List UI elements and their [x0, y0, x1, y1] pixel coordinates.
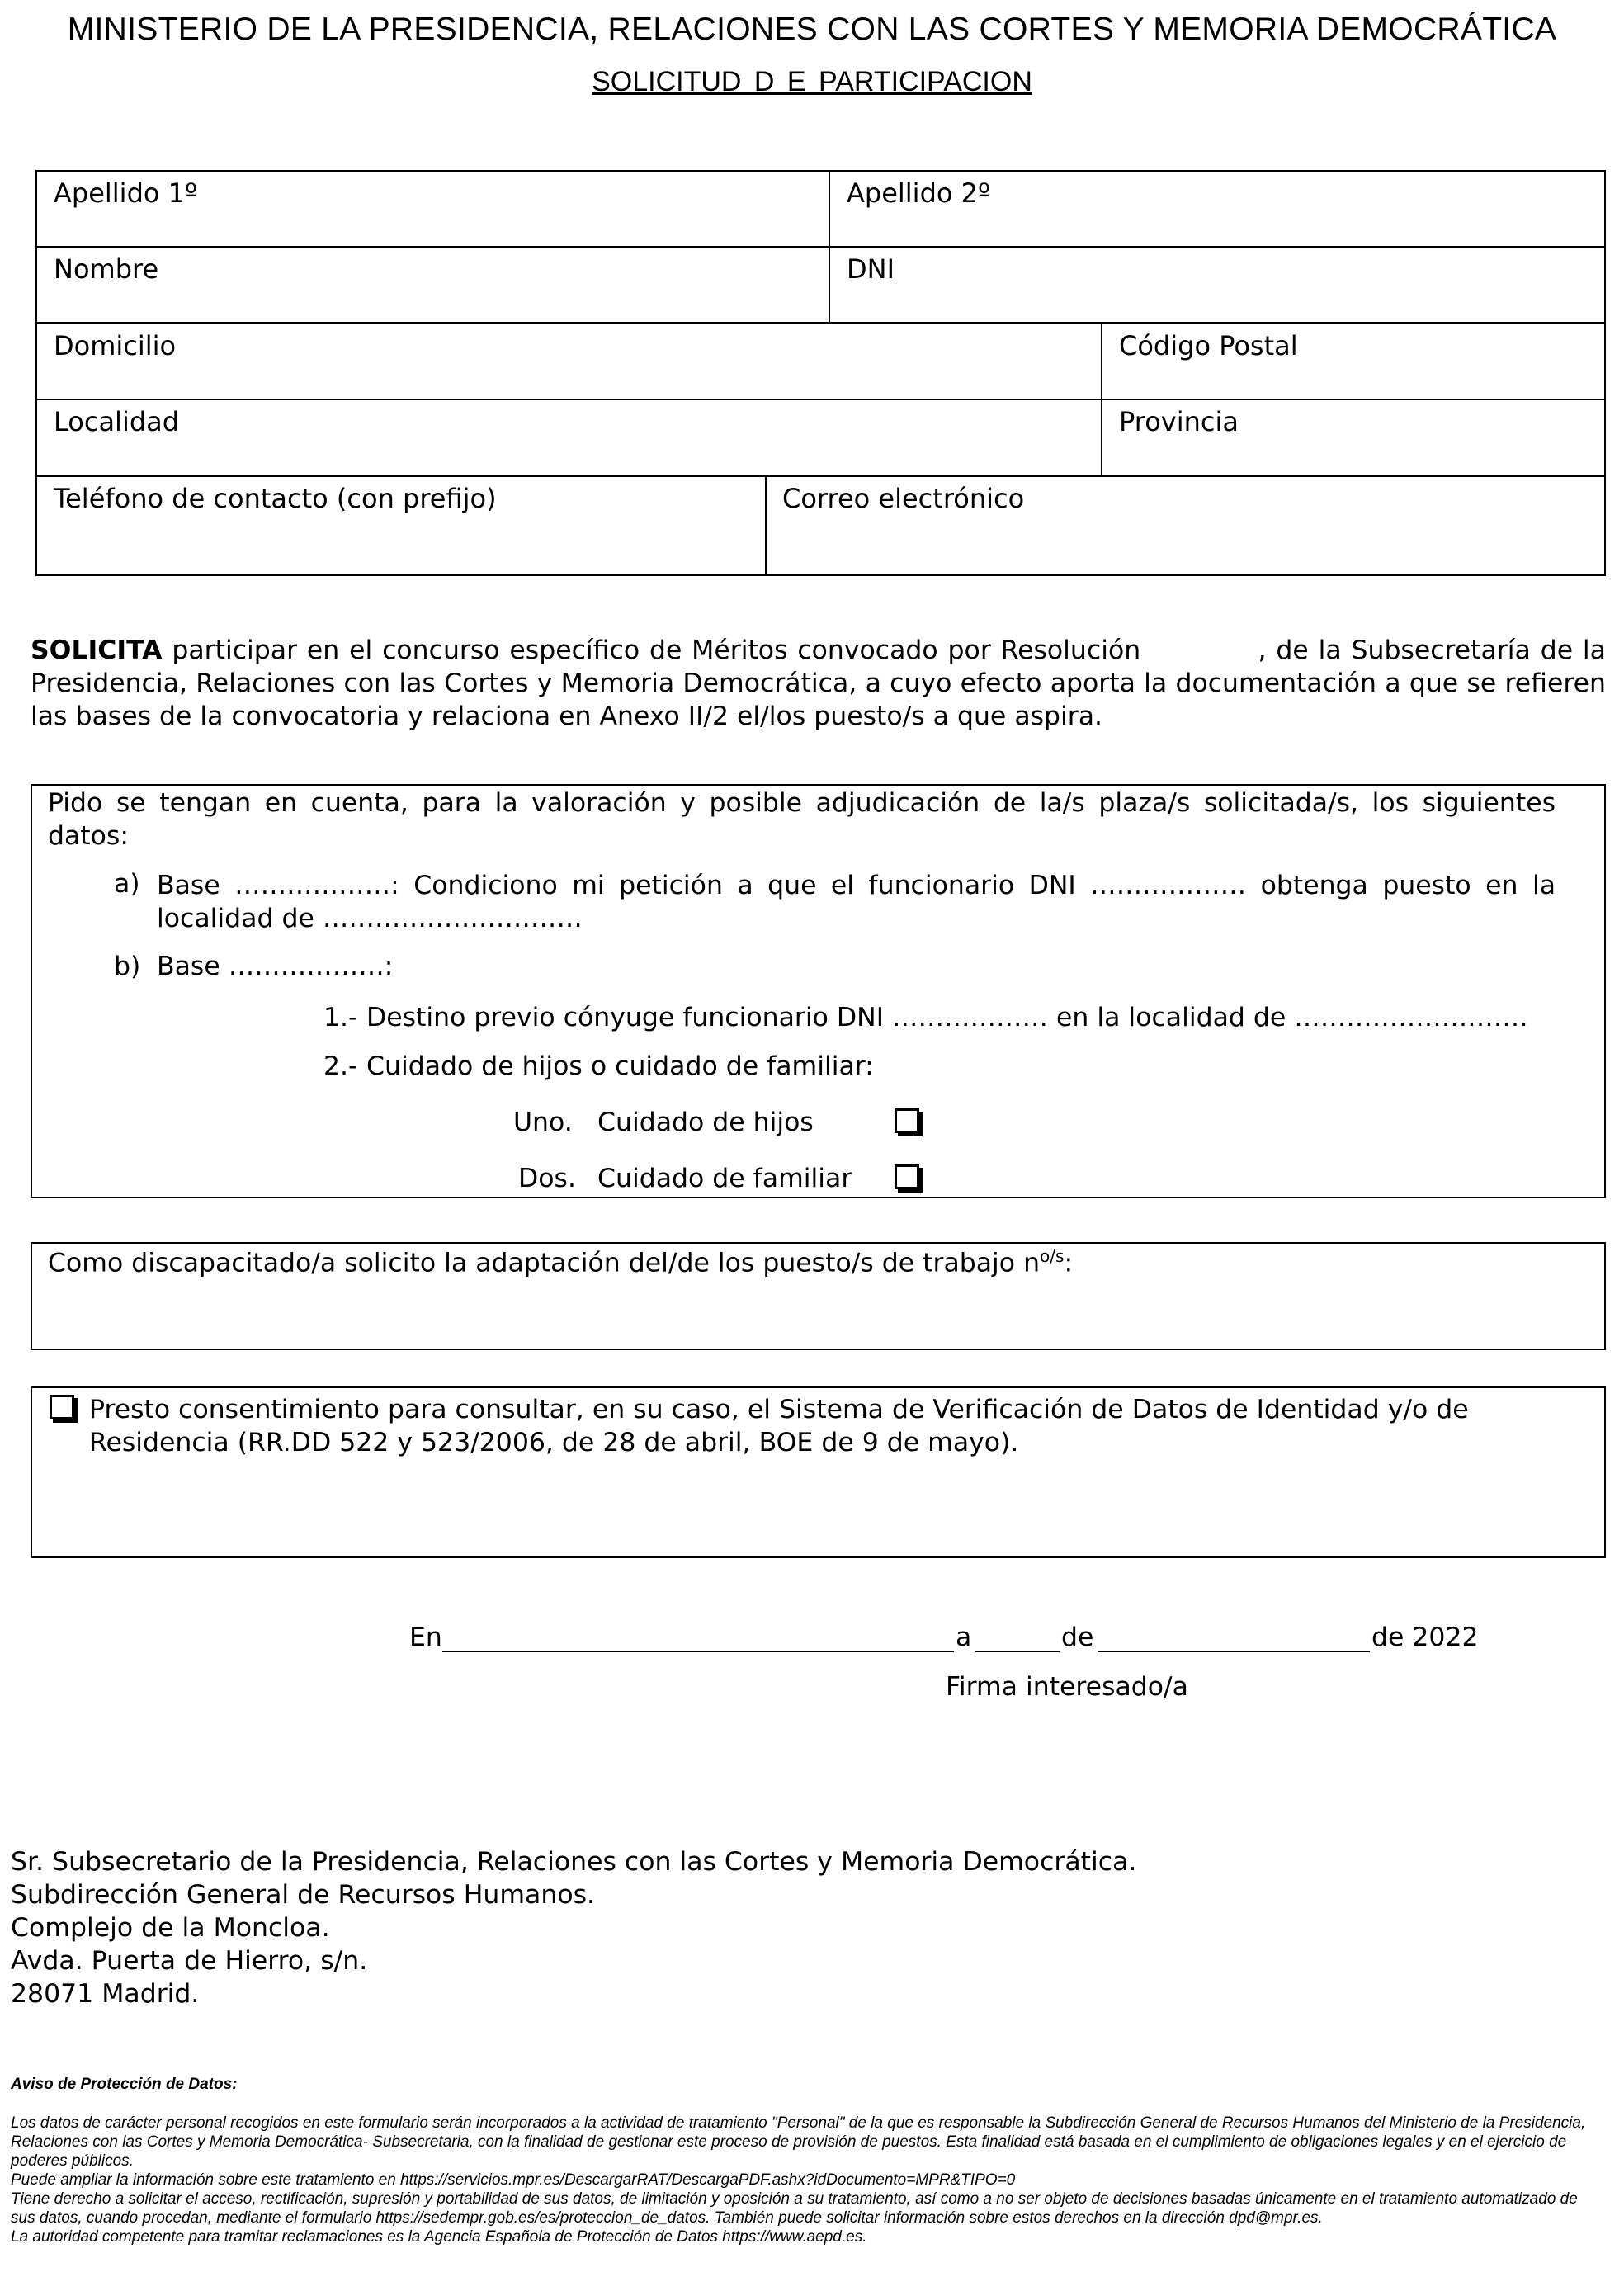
personal-data-table [35, 170, 1606, 576]
apellido1-field[interactable]: Apellido 1º [54, 177, 198, 209]
item-1-marker: 1.- [323, 1003, 358, 1032]
cuidado-familiar-checkbox[interactable] [895, 1164, 919, 1189]
domicilio-field[interactable]: Domicilio [54, 330, 177, 361]
lugar-field[interactable] [442, 1626, 954, 1652]
dia-field[interactable] [975, 1626, 1060, 1652]
uno-text: Cuidado de hijos [597, 1108, 814, 1137]
pido-intro: Pido se tengan en cuenta, para la valoración y posible adjudicación de la/s plaza/s solicitada/s, los siguientes datos: [48, 788, 1556, 851]
checkbox-icon [50, 1395, 74, 1419]
item-a-marker: a) [114, 869, 140, 899]
uno-label: Uno. [513, 1108, 573, 1137]
privacy-paragraph: Los datos de carácter personal recogidos en este formulario serán incorporados a la actividad de tratamiento "Personal" de la que es responsable la Subdirección General de Recursos Humanos del Ministerio de la Presidencia, Relaciones con las Cortes y Memoria Democrática- Subsecretaria, con la finalidad de gestionar este proceso de provisión de puestos. Esta finalidad está basada en el cumplimiento de obligaciones legales y en el ejercicio de poderes públicos. [11, 2114, 1586, 2170]
solicita-text: participar en el concurso específico de Méritos convocado por Resolución , de la Subsecretaría de la Presidencia, Relaciones con las Cortes y Memoria Democrática, a cuyo efecto aporta la documentación a que se refieren las bases de la convocatoria y relaciona en Anexo II/2 el/los puesto/s a que aspira. [31, 635, 1615, 731]
nombre-field[interactable]: Nombre [54, 253, 159, 285]
dos-text: Cuidado de familiar [597, 1164, 852, 1193]
solicita-paragraph [31, 634, 1615, 733]
address-line: 28071 Madrid. [11, 1979, 200, 2009]
address-line: Subdirección General de Recursos Humanos. [11, 1880, 596, 1910]
dni-field[interactable]: DNI [847, 253, 895, 285]
firma-de-label: de [1061, 1623, 1094, 1652]
consentimiento-text: Presto consentimiento para consultar, en su caso, el Sistema de Verificación de Datos de Identidad y/o de Residencia (RR.DD 522 y 523/2006, de 28 de abril, BOE de 9 de mayo). [89, 1395, 1469, 1457]
ministry-title: MINISTERIO DE LA PRESIDENCIA, RELACIONES CON LAS CORTES Y MEMORIA DEMOCRÁTICA [67, 12, 1557, 47]
form-title: SOLICITUD D E PARTICIPACION [592, 66, 1032, 97]
privacy-notice [11, 2114, 1595, 2246]
dos-label: Dos. [518, 1164, 576, 1193]
consentimiento-checkbox[interactable] [50, 1395, 74, 1419]
provincia-field[interactable]: Provincia [1119, 406, 1239, 437]
codigo-postal-field[interactable]: Código Postal [1119, 330, 1298, 361]
item-1-text: Destino previo cónyuge funcionario DNI ……………… en la localidad de ……………………… [366, 1003, 1528, 1032]
firma-year: de 2022 [1371, 1623, 1479, 1652]
localidad-field[interactable]: Localidad [54, 406, 180, 437]
firma-a-label: a [956, 1623, 972, 1652]
solicita-bold: SOLICITA [31, 635, 163, 665]
privacy-title: Aviso de Protección de Datos: [11, 2076, 238, 2093]
firma-label: Firma interesado/a [946, 1672, 1188, 1702]
item-2-text: Cuidado de hijos o cuidado de familiar: [366, 1051, 874, 1081]
telefono-field[interactable]: Teléfono de contacto (con prefijo) [54, 483, 497, 514]
cuidado-hijos-checkbox[interactable] [895, 1108, 919, 1133]
firma-en-label: En [409, 1623, 442, 1652]
mes-field[interactable] [1098, 1626, 1370, 1652]
item-a-text: Base ………………: Condiciono mi petición a que el funcionario DNI ……………… obtenga puesto en la localidad de ………………………… [157, 871, 1556, 933]
privacy-paragraph: Puede ampliar la información sobre este tratamiento en https://servicios.mpr.es/DescargarRAT/DescargaPDF.ashx?idDocumento=MPR&TIPO=0 [11, 2171, 1016, 2189]
apellido2-field[interactable]: Apellido 2º [847, 177, 991, 209]
item-2-marker: 2.- [323, 1051, 358, 1081]
address-line: Avda. Puerta de Hierro, s/n. [11, 1946, 368, 1976]
checkbox-icon [895, 1164, 919, 1189]
address-line: Complejo de la Moncloa. [11, 1913, 330, 1943]
checkbox-icon [895, 1108, 919, 1133]
privacy-paragraph: Tiene derecho a solicitar el acceso, rectificación, supresión y portabilidad de sus datos, de limitación y oposición a su tratamiento, así como a no ser objeto de decisiones basadas únicamente en el tratamiento automatizado de sus datos, cuando procedan, mediante el formulario https://sedempr.gob.es/es/proteccion_de_datos. También puede solicitar información sobre estos derechos en la dirección dpd@mpr.es. [11, 2190, 1578, 2227]
discapacidad-text: Como discapacitado/a solicito la adaptación del/de los puesto/s de trabajo $n^{o/s}$: [48, 1246, 1074, 1278]
address-line: Sr. Subsecretario de la Presidencia, Relaciones con las Cortes y Memoria Democrática. [11, 1847, 1137, 1877]
privacy-paragraph: La autoridad competente para tramitar reclamaciones es la Agencia Española de Protección de Datos https://www.aepd.es. [11, 2228, 867, 2246]
correo-field[interactable]: Correo electrónico [782, 483, 1025, 514]
item-b-marker: b) [114, 952, 141, 981]
address-block [11, 1845, 1579, 2010]
item-b-text: Base ………………: [157, 952, 394, 981]
